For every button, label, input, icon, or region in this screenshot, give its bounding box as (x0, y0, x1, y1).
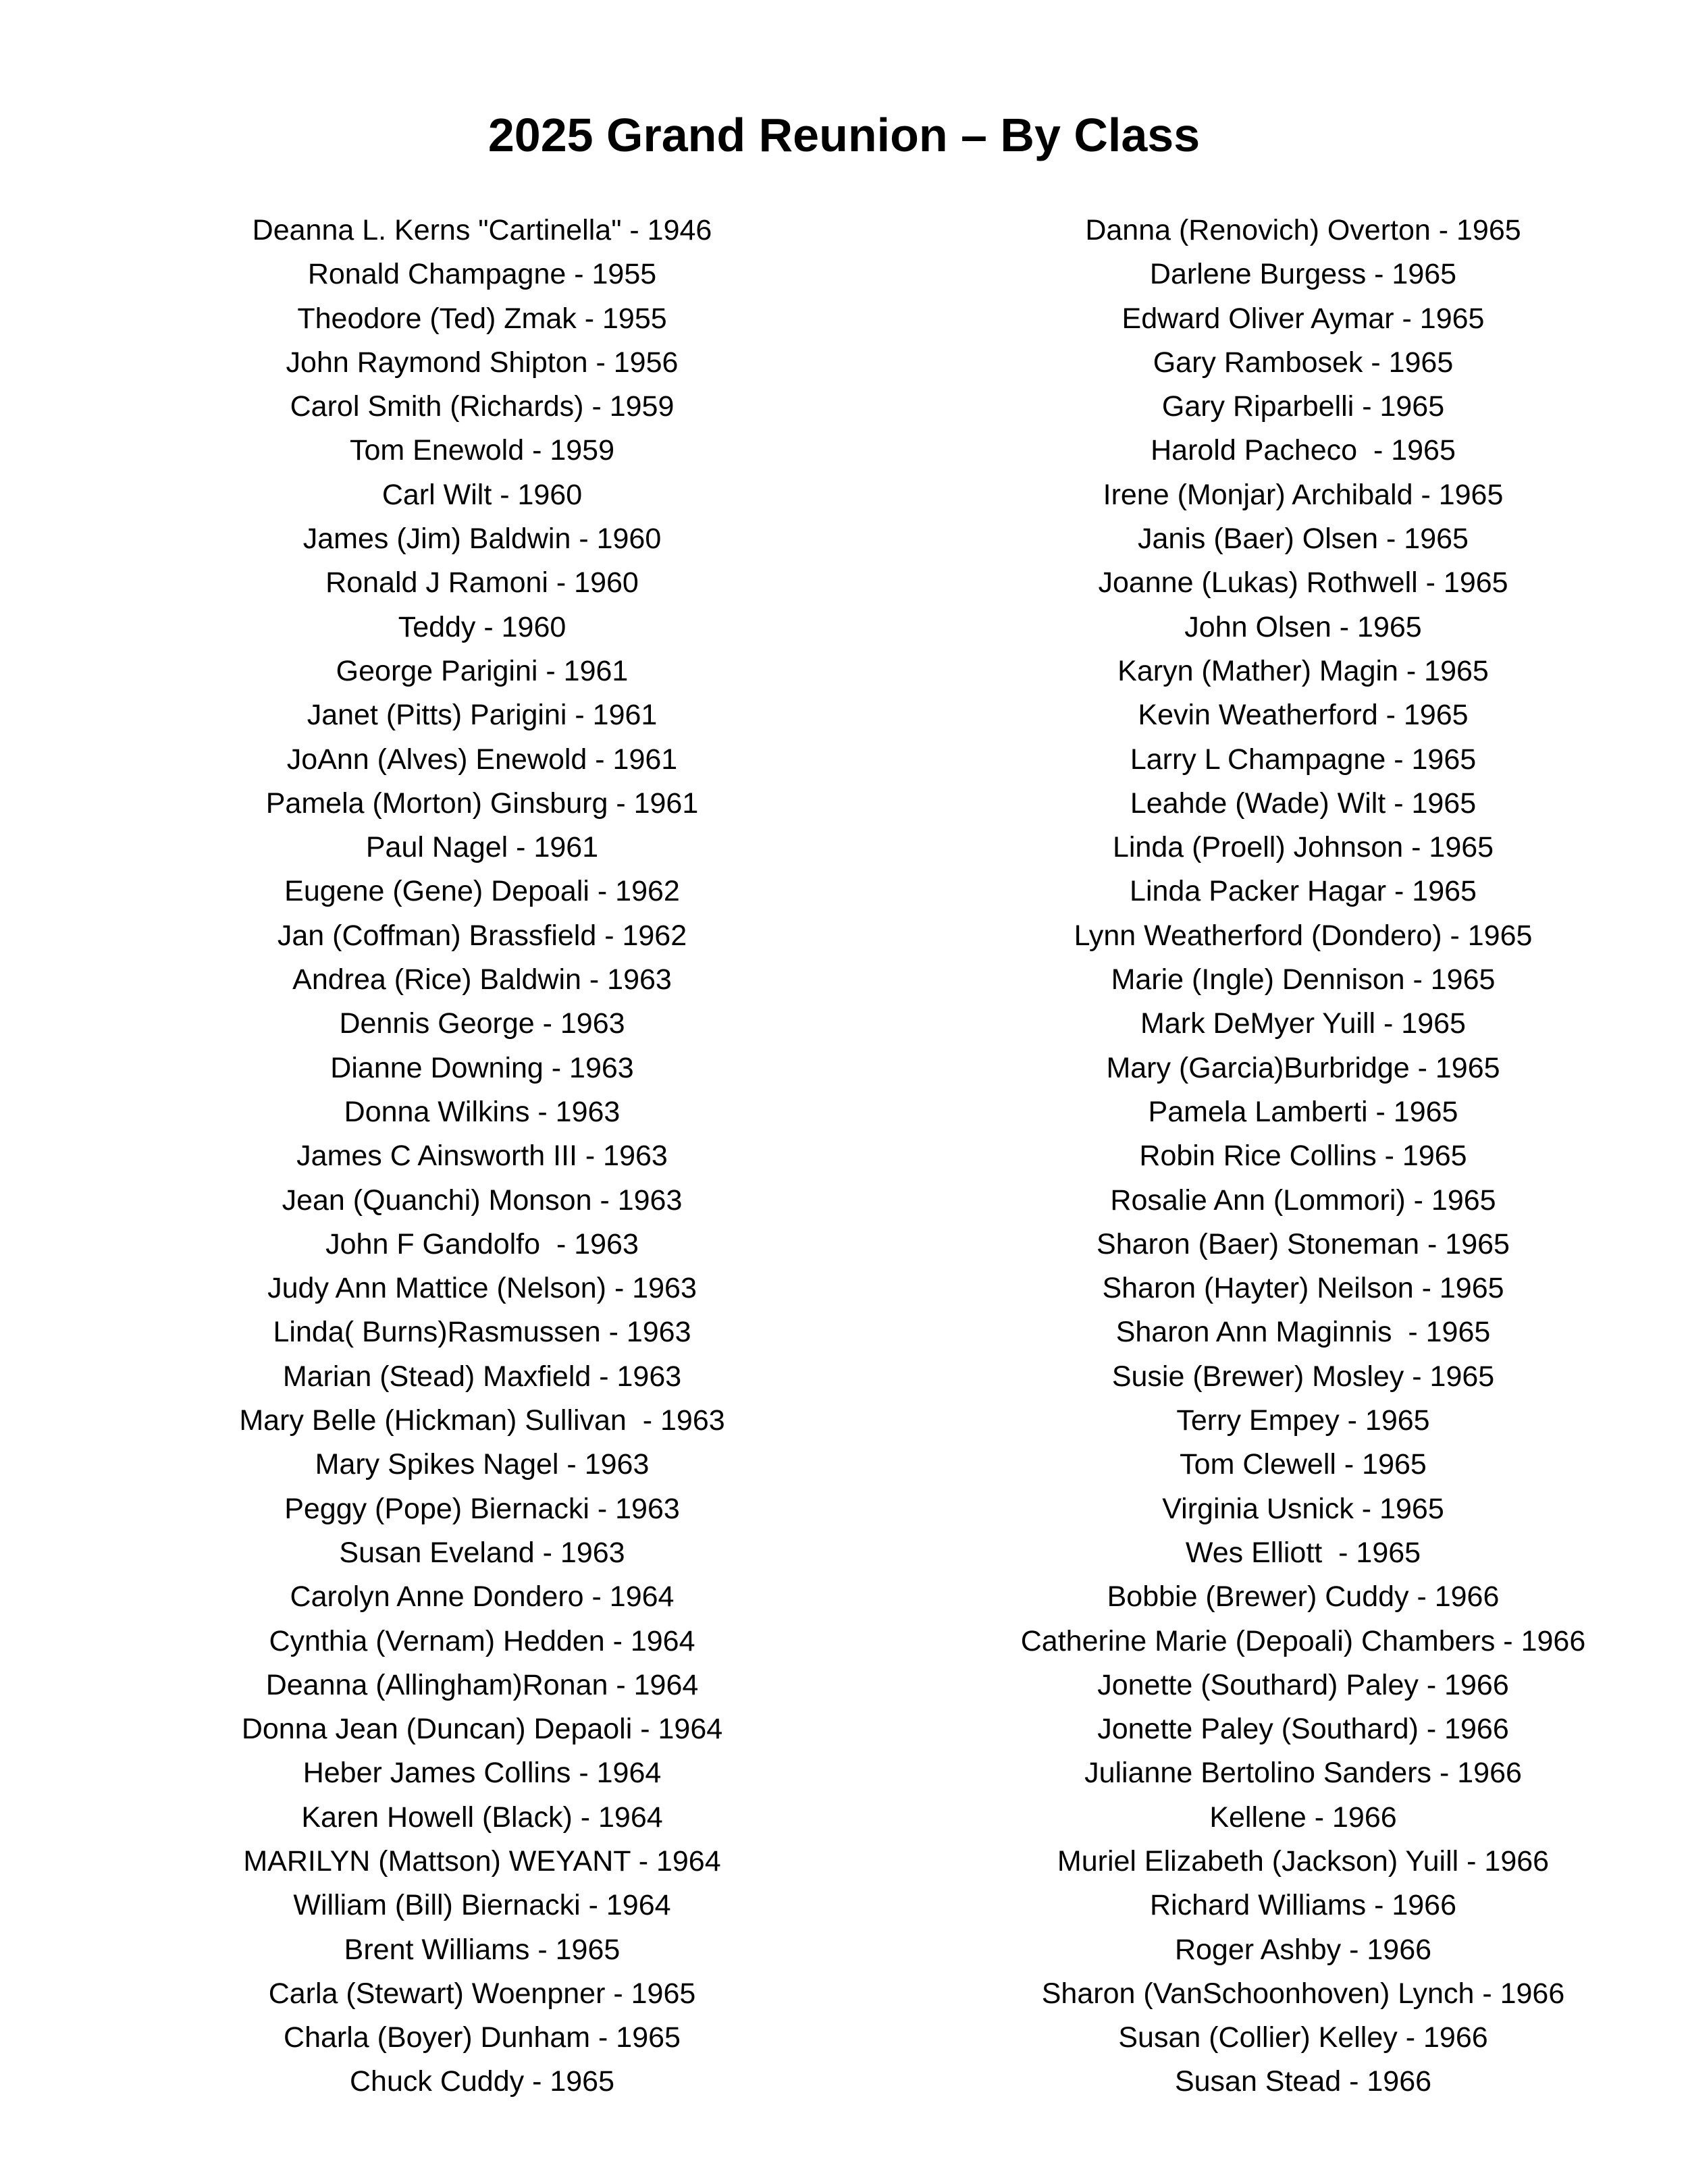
attendee-entry: Ronald Champagne - 1955 (307, 258, 657, 291)
attendee-entry: Janet (Pitts) Parigini - 1961 (307, 699, 658, 732)
attendee-entry: Susan Stead - 1966 (1174, 2065, 1432, 2098)
attendee-entry: Marie (Ingle) Dennison - 1965 (1111, 963, 1496, 996)
attendee-entry: Larry L Champagne - 1965 (1130, 743, 1477, 776)
attendee-entry: Pamela Lamberti - 1965 (1148, 1095, 1458, 1128)
attendee-entry: Tom Clewell - 1965 (1180, 1448, 1427, 1481)
attendee-entry: Gary Rambosek - 1965 (1153, 346, 1454, 379)
attendee-entry: Deanna (Allingham)Ronan - 1964 (265, 1668, 699, 1701)
attendee-entry: Danna (Renovich) Overton - 1965 (1085, 214, 1521, 246)
attendee-entry: Leahde (Wade) Wilt - 1965 (1130, 787, 1477, 820)
attendee-entry: Dennis George - 1963 (339, 1007, 625, 1040)
attendee-entry: Rosalie Ann (Lommori) - 1965 (1110, 1183, 1496, 1217)
attendee-entry: Bobbie (Brewer) Cuddy - 1966 (1107, 1580, 1500, 1614)
attendee-entry: Jonette Paley (Southard) - 1966 (1097, 1713, 1509, 1746)
attendee-entry: Carl Wilt - 1960 (381, 478, 583, 511)
attendee-entry: Theodore (Ted) Zmak - 1955 (297, 302, 667, 335)
attendee-entry: Linda( Burns)Rasmussen - 1963 (273, 1316, 691, 1349)
attendee-entry: Jan (Coffman) Brassfield - 1962 (277, 919, 687, 952)
attendee-entry: Gary Riparbelli - 1965 (1161, 390, 1445, 423)
attendee-entry: Darlene Burgess - 1965 (1149, 258, 1457, 291)
attendee-entry: Kevin Weatherford - 1965 (1138, 699, 1469, 732)
attendee-entry: Harold Pacheco - 1965 (1151, 434, 1456, 467)
attendee-entry: Roger Ashby - 1966 (1174, 1933, 1432, 1966)
attendee-entry: Eugene (Gene) Depoali - 1962 (284, 875, 680, 908)
attendee-entry: Kellene - 1966 (1209, 1801, 1397, 1834)
attendee-entry: Peggy (Pope) Biernacki - 1963 (284, 1492, 680, 1525)
attendee-entry: Sharon (VanSchoonhoven) Lynch - 1966 (1041, 1977, 1565, 2010)
attendee-entry: Mark DeMyer Yuill - 1965 (1140, 1007, 1466, 1040)
attendee-entry: Pamela (Morton) Ginsburg - 1961 (265, 787, 699, 820)
attendee-entry: Judy Ann Mattice (Nelson) - 1963 (267, 1272, 697, 1305)
attendee-entry: Mary (Garcia)Burbridge - 1965 (1106, 1051, 1500, 1084)
attendee-entry: Wes Elliott - 1965 (1185, 1536, 1421, 1569)
attendee-entry: Donna Jean (Duncan) Depaoli - 1964 (241, 1713, 723, 1746)
attendee-entry: MARILYN (Mattson) WEYANT - 1964 (243, 1844, 721, 1877)
attendee-entry: Sharon (Hayter) Neilson - 1965 (1102, 1272, 1504, 1305)
attendee-entry: Richard Williams - 1966 (1149, 1889, 1457, 1922)
attendee-entry: Brent Williams - 1965 (344, 1933, 621, 1966)
attendee-entry: Linda (Proell) Johnson - 1965 (1112, 831, 1494, 864)
attendee-entry: Mary Spikes Nagel - 1963 (315, 1448, 650, 1481)
attendee-entry: Linda Packer Hagar - 1965 (1130, 875, 1477, 908)
attendee-entry: Donna Wilkins - 1963 (344, 1095, 621, 1128)
attendee-entry: Lynn Weatherford (Dondero) - 1965 (1074, 919, 1533, 952)
attendee-entry: Paul Nagel - 1961 (365, 831, 599, 864)
attendee-entry: Chuck Cuddy - 1965 (350, 2065, 614, 2098)
attendee-entry: Sharon Ann Maginnis - 1965 (1115, 1316, 1491, 1349)
attendee-entry: Susie (Brewer) Mosley - 1965 (1111, 1360, 1495, 1393)
attendee-entry: Susan Eveland - 1963 (339, 1536, 625, 1569)
attendee-entry: Carla (Stewart) Woenpner - 1965 (268, 1977, 696, 2010)
attendee-entry: Joanne (Lukas) Rothwell - 1965 (1098, 566, 1508, 600)
attendee-entry: Catherine Marie (Depoali) Chambers - 1966 (1020, 1624, 1586, 1657)
attendee-entry: Teddy - 1960 (398, 610, 566, 643)
attendee-entry: Sharon (Baer) Stoneman - 1965 (1097, 1227, 1510, 1260)
attendee-list-right (932, 209, 1674, 2104)
attendee-entry: George Parigini - 1961 (336, 654, 629, 687)
attendee-entry: James (Jim) Baldwin - 1960 (302, 523, 662, 556)
attendee-entry: Karen Howell (Black) - 1964 (301, 1801, 663, 1834)
attendee-entry: Dianne Downing - 1963 (330, 1051, 634, 1084)
attendee-entry: Terry Empey - 1965 (1176, 1404, 1430, 1437)
attendee-entry: Carolyn Anne Dondero - 1964 (290, 1580, 675, 1614)
attendee-entry: John Raymond Shipton - 1956 (286, 346, 679, 379)
attendee-entry: Deanna L. Kerns "Cartinella" - 1946 (252, 214, 712, 246)
attendee-entry: Irene (Monjar) Archibald - 1965 (1103, 478, 1504, 511)
attendee-entry: Jean (Quanchi) Monson - 1963 (282, 1183, 683, 1217)
attendee-entry: Robin Rice Collins - 1965 (1139, 1140, 1467, 1173)
attendee-list-left (111, 209, 853, 2104)
attendee-entry: Heber James Collins - 1964 (302, 1757, 662, 1790)
page-title: 2025 Grand Reunion – By Class (487, 109, 1201, 161)
attendee-entry: John F Gandolfo - 1963 (325, 1227, 639, 1260)
attendee-entry: Marian (Stead) Maxfield - 1963 (282, 1360, 682, 1393)
attendee-entry: Andrea (Rice) Baldwin - 1963 (292, 963, 672, 996)
attendee-entry: Tom Enewold - 1959 (350, 434, 614, 467)
attendee-entry: Edward Oliver Aymar - 1965 (1122, 302, 1485, 335)
attendee-entry: Charla (Boyer) Dunham - 1965 (284, 2021, 681, 2054)
attendee-entry: Janis (Baer) Olsen - 1965 (1138, 523, 1469, 556)
attendee-entry: Julianne Bertolino Sanders - 1966 (1084, 1757, 1522, 1790)
attendee-entry: Muriel Elizabeth (Jackson) Yuill - 1966 (1057, 1844, 1550, 1877)
attendee-entry: William (Bill) Biernacki - 1964 (293, 1889, 671, 1922)
attendee-entry: Mary Belle (Hickman) Sullivan - 1963 (239, 1404, 725, 1437)
attendee-entry: Jonette (Southard) Paley - 1966 (1097, 1668, 1509, 1701)
attendee-entry: Carol Smith (Richards) - 1959 (290, 390, 675, 423)
attendee-entry: John Olsen - 1965 (1184, 610, 1422, 643)
attendee-entry: Karyn (Mather) Magin - 1965 (1117, 654, 1489, 687)
attendee-entry: James C Ainsworth III - 1963 (296, 1140, 668, 1173)
attendee-entry: Susan (Collier) Kelley - 1966 (1118, 2021, 1488, 2054)
attendee-entry: JoAnn (Alves) Enewold - 1961 (286, 743, 678, 776)
attendee-entry: Virginia Usnick - 1965 (1162, 1492, 1444, 1525)
attendee-entry: Ronald J Ramoni - 1960 (325, 566, 639, 600)
attendee-entry: Cynthia (Vernam) Hedden - 1964 (269, 1624, 695, 1657)
